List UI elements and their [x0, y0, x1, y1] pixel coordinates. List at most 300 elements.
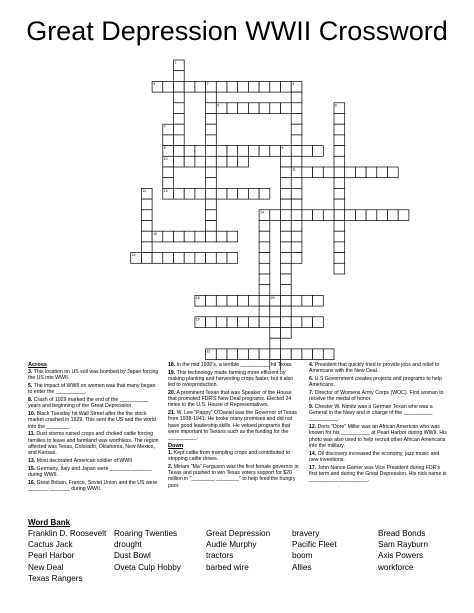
- grid-cell[interactable]: [216, 231, 227, 242]
- grid-cell[interactable]: [216, 317, 227, 328]
- grid-cell[interactable]: [281, 231, 292, 242]
- grid-cell[interactable]: [313, 167, 324, 178]
- word-bank-item: Oveta Culp Hobby: [114, 562, 181, 572]
- grid-cell[interactable]: [291, 135, 302, 146]
- grid-cell[interactable]: [206, 114, 217, 125]
- grid-number: 14: [260, 210, 264, 215]
- grid-cell[interactable]: [206, 124, 217, 135]
- grid-cell[interactable]: [302, 317, 313, 328]
- grid-cell[interactable]: [195, 253, 206, 264]
- grid-cell[interactable]: [281, 285, 292, 296]
- grid-cell[interactable]: [377, 210, 388, 221]
- grid-cell[interactable]: [291, 231, 302, 242]
- grid-cell[interactable]: [334, 114, 345, 125]
- clue-number: 10.: [28, 411, 36, 418]
- word-bank-item: New Deal: [28, 562, 64, 572]
- grid-cell[interactable]: [216, 81, 227, 92]
- grid-cell[interactable]: [259, 306, 270, 317]
- grid-cell[interactable]: [174, 71, 185, 82]
- grid-cell[interactable]: [270, 103, 281, 114]
- clue-number: 20.: [168, 390, 176, 396]
- clue-item: [28, 466, 160, 478]
- grid-cell[interactable]: [291, 242, 302, 253]
- grid-cell[interactable]: [152, 253, 163, 264]
- grid-cell[interactable]: [334, 167, 345, 178]
- clue-number: 17.: [309, 464, 317, 471]
- clue-item: [168, 390, 300, 409]
- grid-cell[interactable]: [163, 135, 174, 146]
- clue-number: 13.: [28, 457, 36, 464]
- grid-cell[interactable]: [227, 81, 238, 92]
- grid-cell[interactable]: [248, 103, 259, 114]
- grid-cell[interactable]: [377, 167, 388, 178]
- clue-column-3: [309, 362, 449, 485]
- grid-cell[interactable]: [281, 210, 292, 221]
- word-bank-item: tractors: [206, 551, 234, 561]
- grid-cell[interactable]: [184, 188, 195, 199]
- grid-cell[interactable]: [227, 295, 238, 306]
- grid-cell[interactable]: [334, 178, 345, 189]
- word-bank-list: [28, 529, 458, 584]
- word-bank-item: barbed wire: [206, 562, 249, 572]
- word-bank-item: Dust Bowl: [114, 551, 151, 561]
- grid-cell[interactable]: [184, 146, 195, 157]
- grid-cell[interactable]: [216, 349, 227, 360]
- grid-number: 10: [163, 156, 168, 161]
- grid-cell[interactable]: [195, 146, 206, 157]
- grid-cell[interactable]: [291, 349, 302, 360]
- clue-column-1: [28, 362, 160, 494]
- grid-cell[interactable]: [248, 146, 259, 157]
- word-bank-item: boom: [292, 551, 313, 561]
- word-bank-item: Cactus Jack: [28, 540, 73, 550]
- grid-cell[interactable]: [174, 231, 185, 242]
- grid-cell[interactable]: [334, 156, 345, 167]
- grid-cell[interactable]: [206, 188, 217, 199]
- clue-item: [168, 362, 300, 368]
- word-bank-item: Roaring Twenties: [114, 529, 178, 538]
- grid-cell[interactable]: [238, 103, 249, 114]
- grid-cell[interactable]: [238, 295, 249, 306]
- grid-cell[interactable]: [291, 221, 302, 232]
- clue-number: 12.: [309, 424, 317, 431]
- word-bank-item: drought: [114, 540, 142, 550]
- grid-cell[interactable]: [291, 210, 302, 221]
- grid-number: 2: [206, 82, 209, 86]
- grid-cell[interactable]: [248, 188, 259, 199]
- clue-number: 9.: [309, 404, 314, 410]
- grid-cell[interactable]: [216, 295, 227, 306]
- grid-cell[interactable]: [174, 114, 185, 125]
- clue-text: In the mid 1930's, a terrible __________ hit Texas.: [175, 362, 293, 368]
- grid-cell[interactable]: [227, 253, 238, 264]
- grid-cell[interactable]: [270, 317, 281, 328]
- grid-cell[interactable]: [281, 81, 295, 92]
- clue-number: 4.: [309, 362, 314, 368]
- word-bank: [28, 518, 458, 584]
- grid-cell[interactable]: [270, 349, 281, 360]
- grid-number: 18: [195, 296, 200, 300]
- grid-cell[interactable]: [163, 167, 174, 178]
- grid-cell[interactable]: [248, 81, 259, 92]
- grid-number: 7: [163, 124, 166, 129]
- grid-cell[interactable]: [195, 231, 206, 242]
- grid-cell[interactable]: [216, 156, 227, 167]
- grid-cell[interactable]: [248, 317, 259, 328]
- grid-cell[interactable]: [248, 295, 259, 306]
- grid-cell[interactable]: [184, 253, 195, 264]
- grid-cell[interactable]: [334, 135, 345, 146]
- grid-cell[interactable]: [398, 210, 409, 221]
- grid-cell[interactable]: [259, 231, 270, 242]
- clue-number: 11.: [28, 431, 35, 438]
- grid-cell[interactable]: [313, 146, 324, 157]
- grid-cell[interactable]: [270, 210, 281, 221]
- clue-item: [309, 465, 449, 484]
- clue-text: John Nance Garner was Vice President during FDR's first term and during the Great Depression. His nick name is __________ __________.: [309, 464, 447, 484]
- grid-cell[interactable]: [366, 167, 377, 178]
- grid-cell[interactable]: [302, 167, 313, 178]
- clue-number: 21.: [168, 410, 176, 417]
- grid-number: 12: [142, 189, 147, 193]
- grid-cell[interactable]: [334, 253, 345, 264]
- word-bank-item: Bread Bonds: [378, 529, 426, 538]
- grid-cell[interactable]: [291, 199, 302, 210]
- clue-number: 14.: [309, 450, 317, 457]
- grid-cell[interactable]: [174, 253, 185, 264]
- grid-cell[interactable]: [313, 349, 324, 360]
- grid-cell[interactable]: [141, 210, 152, 221]
- grid-cell[interactable]: [206, 221, 217, 232]
- grid-cell[interactable]: [334, 221, 345, 232]
- clue-text: Germany, Italy and Japan were _______ _______ during WWII.: [28, 465, 152, 478]
- grid-cell[interactable]: [323, 349, 334, 360]
- word-bank-item: Great Depression: [206, 529, 271, 538]
- grid-cell[interactable]: [259, 221, 270, 232]
- grid-cell[interactable]: [141, 221, 152, 232]
- grid-cell[interactable]: [227, 349, 238, 360]
- grid-cell[interactable]: [281, 242, 292, 253]
- clue-number: 18.: [168, 362, 176, 368]
- grid-number: 9: [281, 146, 284, 151]
- grid-cell[interactable]: [281, 188, 292, 199]
- grid-cell[interactable]: [195, 156, 206, 167]
- clue-heading: Across: [28, 362, 47, 368]
- grid-cell[interactable]: [281, 274, 292, 285]
- grid-cell[interactable]: [227, 231, 238, 242]
- grid-cell[interactable]: [206, 167, 217, 178]
- grid-number: 4: [292, 82, 295, 86]
- grid-number: 11: [292, 167, 296, 172]
- clue-item: [28, 397, 160, 409]
- clue-text: This technology made farming more efficient by making planting and harvesting crops faster, but it also led to overproduction.: [168, 369, 294, 389]
- grid-cell[interactable]: [291, 146, 302, 157]
- word-bank-item: Axis Powers: [378, 551, 424, 561]
- grid-cell[interactable]: [259, 263, 270, 274]
- grid-number: 1: [174, 60, 177, 65]
- grid-cell[interactable]: [270, 328, 281, 339]
- grid-cell[interactable]: [388, 210, 399, 221]
- clue-text: Crash of 1929 marked the end of the __________ years and beginning of the Great Depression.: [28, 397, 149, 410]
- clue-number: 3.: [28, 369, 33, 376]
- clue-text: Miriam "Ma" Ferguson was the first female governor in Texas and pushed to win Texas voters support for $20 million in "________ ________" to help feed the hungry poor.: [168, 464, 299, 489]
- grid-cell[interactable]: [281, 295, 292, 306]
- grid-cell[interactable]: [206, 295, 217, 306]
- grid-cell[interactable]: [291, 92, 302, 103]
- grid-cell[interactable]: [206, 253, 217, 264]
- grid-cell[interactable]: [366, 210, 377, 221]
- grid-cell[interactable]: [259, 81, 270, 92]
- clue-item: [309, 424, 449, 449]
- clue-number: 6.: [309, 376, 314, 382]
- clue-text: Kept cattle from trampling crops and contributed to stopping cattle drives.: [168, 450, 290, 463]
- grid-cell[interactable]: [141, 253, 152, 264]
- grid-cell[interactable]: [174, 146, 185, 157]
- grid-cell[interactable]: [291, 103, 302, 114]
- clue-item: [309, 404, 449, 423]
- grid-number: 20: [270, 296, 275, 300]
- grid-cell[interactable]: [206, 199, 217, 210]
- grid-cell[interactable]: [259, 146, 270, 157]
- grid-cell[interactable]: [206, 156, 217, 167]
- grid-cell[interactable]: [238, 349, 249, 360]
- word-bank-item: Sam Rayburn: [378, 540, 429, 550]
- grid-cell[interactable]: [334, 242, 345, 253]
- grid-cell[interactable]: [174, 92, 185, 103]
- grid-cell[interactable]: [248, 349, 259, 360]
- grid-cell[interactable]: [291, 295, 302, 306]
- grid-cell[interactable]: [184, 156, 195, 167]
- grid-number: 15: [153, 231, 157, 236]
- grid-cell[interactable]: [238, 317, 249, 328]
- grid-cell[interactable]: [281, 199, 292, 210]
- grid-number: 3: [153, 82, 155, 86]
- clue-number: 8.: [28, 397, 33, 404]
- word-bank-item: Franklin D. Roosevelt: [28, 529, 107, 538]
- page-title: Great Depression WWII Crossword: [26, 16, 448, 46]
- clue-text: The impact of WWII on women was that many began to enter the __________.: [28, 383, 156, 396]
- grid-cell[interactable]: [259, 317, 270, 328]
- grid-cell[interactable]: [174, 103, 185, 114]
- clue-item: [28, 458, 160, 464]
- grid-cell[interactable]: [355, 210, 366, 221]
- clue-item: [168, 450, 300, 462]
- grid-cell[interactable]: [302, 295, 313, 306]
- grid-cell[interactable]: [345, 167, 356, 178]
- grid-cell[interactable]: [281, 349, 292, 360]
- grid-number: 5: [217, 103, 220, 108]
- clue-number: 2.: [168, 464, 173, 471]
- grid-cell[interactable]: [388, 167, 399, 178]
- grid-cell[interactable]: [174, 124, 185, 135]
- clue-text: U.S Government creates projects and programs to help Americans.: [309, 376, 442, 389]
- clue-number: 19.: [168, 369, 176, 376]
- grid-cell[interactable]: [141, 242, 152, 253]
- clue-item: [309, 362, 449, 374]
- grid-cell[interactable]: [323, 210, 334, 221]
- clue-item: [28, 411, 160, 430]
- grid-cell[interactable]: [291, 253, 302, 264]
- grid-cell[interactable]: [184, 231, 195, 242]
- grid-cell[interactable]: [281, 253, 292, 264]
- grid-cell[interactable]: [334, 210, 345, 221]
- grid-cell[interactable]: [355, 167, 366, 178]
- grid-cell[interactable]: [227, 317, 238, 328]
- grid-cell[interactable]: [259, 274, 270, 285]
- grid-number: 8: [163, 146, 166, 151]
- grid-cell[interactable]: [195, 81, 206, 92]
- grid-cell[interactable]: [163, 81, 174, 92]
- word-bank-item: Allies: [292, 562, 312, 572]
- grid-cell[interactable]: [206, 231, 217, 242]
- grid-cell[interactable]: [302, 210, 313, 221]
- grid-cell[interactable]: [227, 146, 238, 157]
- grid-cell[interactable]: [302, 349, 313, 360]
- grid-cell[interactable]: [281, 306, 292, 317]
- grid-cell[interactable]: [227, 156, 238, 167]
- clue-item: [28, 480, 160, 492]
- grid-cell[interactable]: [281, 167, 292, 178]
- clue-item: [28, 383, 160, 395]
- clue-number: 16.: [28, 479, 36, 486]
- grid-cell[interactable]: [206, 135, 217, 146]
- clue-number: 15.: [28, 465, 36, 472]
- clue-number: 7.: [309, 390, 314, 396]
- grid-cell[interactable]: [206, 178, 217, 189]
- grid-cell[interactable]: [334, 263, 345, 274]
- grid-number: 6: [335, 103, 337, 108]
- grid-cell[interactable]: [334, 124, 345, 135]
- clue-text: Oil discovery increased the economy, jazz music and new inventions.: [309, 450, 440, 463]
- grid-cell[interactable]: [206, 146, 217, 157]
- grid-cell[interactable]: [174, 81, 185, 92]
- grid-cell[interactable]: [174, 156, 185, 167]
- grid-cell[interactable]: [174, 135, 185, 146]
- grid-cell[interactable]: [313, 317, 324, 328]
- grid-cell[interactable]: [270, 338, 281, 349]
- grid-cell[interactable]: [323, 167, 334, 178]
- grid-cell[interactable]: [206, 210, 217, 221]
- word-bank-title: Word Bank: [28, 518, 71, 527]
- clue-number: 5.: [28, 383, 33, 390]
- grid-cell[interactable]: [345, 210, 356, 221]
- grid-cell[interactable]: [216, 188, 227, 199]
- grid-cell[interactable]: [334, 188, 345, 199]
- grid-cell[interactable]: [259, 253, 270, 264]
- grid-cell[interactable]: [238, 146, 249, 157]
- grid-cell[interactable]: [270, 81, 281, 92]
- grid-cell[interactable]: [238, 81, 249, 92]
- grid-cell[interactable]: [238, 156, 249, 167]
- word-bank-item: Pacific Fleet: [292, 540, 337, 550]
- grid-cell[interactable]: [281, 221, 292, 232]
- grid-cell[interactable]: [259, 242, 270, 253]
- clue-item: [168, 410, 300, 441]
- grid-cell[interactable]: [291, 124, 302, 135]
- grid-number: 16: [131, 253, 136, 258]
- grid-cell[interactable]: [141, 199, 152, 210]
- grid-cell[interactable]: [281, 156, 292, 167]
- clue-text: President that quickly tried to provide jobs and relief to Americans with the New Deal.: [309, 362, 440, 375]
- grid-cell[interactable]: [206, 92, 217, 103]
- clue-heading: Down: [168, 442, 184, 449]
- grid-cell[interactable]: [259, 188, 270, 199]
- grid-cell[interactable]: [184, 81, 195, 92]
- grid-cell[interactable]: [206, 317, 217, 328]
- clue-item: [168, 464, 300, 489]
- grid-cell[interactable]: [334, 146, 345, 157]
- grid-cell[interactable]: [291, 188, 302, 199]
- grid-cell[interactable]: [281, 178, 292, 189]
- clue-number: 1.: [168, 450, 173, 457]
- word-bank-item: workforce: [378, 562, 414, 572]
- clue-item: [168, 370, 300, 389]
- grid-cell[interactable]: [141, 231, 152, 242]
- clue-text: A prominent Texan that was Speaker of the House that promoted FDR'S New Deal programs. Elected 24 times to the U.S. House of Representatives.: [168, 390, 292, 409]
- grid-cell[interactable]: [216, 253, 227, 264]
- grid-cell[interactable]: [313, 295, 324, 306]
- grid-cell[interactable]: [195, 188, 206, 199]
- word-bank-item: Audie Murphy: [206, 540, 257, 550]
- grid-cell[interactable]: [259, 349, 270, 360]
- grid-cell[interactable]: [291, 156, 302, 167]
- grid-cell[interactable]: [174, 188, 185, 199]
- word-bank-item: Pearl Harbor: [28, 551, 75, 561]
- grid-cell[interactable]: [281, 103, 292, 114]
- grid-cell[interactable]: [270, 306, 281, 317]
- grid-cell[interactable]: [281, 263, 292, 274]
- clue-text: Chester W. Nimitz was a German Texan who was a General in the Navy and in charge of the __________ __________.: [309, 404, 433, 423]
- grid-cell[interactable]: [291, 178, 302, 189]
- grid-cell[interactable]: [334, 199, 345, 210]
- grid-cell[interactable]: [281, 328, 292, 339]
- clue-text: Most decorated American soldier of WWII: [35, 457, 133, 464]
- grid-cell[interactable]: [259, 285, 270, 296]
- grid-cell[interactable]: [163, 253, 174, 264]
- grid-cell[interactable]: [302, 146, 313, 157]
- clue-text: Black Tuesday hit Wall Street after the the stock market crashed in 1929. This sent the US and the world into the ________.: [28, 411, 156, 430]
- grid-cell[interactable]: [216, 146, 227, 157]
- grid-cell[interactable]: [227, 103, 238, 114]
- clue-text: Doris "Dore" Miller was an African American who was known for his __________ at Pearl Harbor during WWII. His photo was also used to help recruit other African Americans into the military.: [309, 424, 447, 449]
- clue-item: [309, 390, 449, 402]
- grid-number: 21: [206, 349, 211, 354]
- grid-cell[interactable]: [334, 231, 345, 242]
- clue-text: Director of Womens Army Corps (WOC). First woman to receive the medal of honor.: [309, 390, 444, 403]
- grid-number: 13: [163, 189, 168, 193]
- grid-cell[interactable]: [227, 188, 238, 199]
- clue-text: W. Lee "Pappy" O'Daniel was the Governor of Texas from 1938-1941. He broke many promises and did not have good leadership skills. He vetoed programs that were important to Texans such as the funding for the __________.: [168, 410, 297, 442]
- clue-text: Great Britain, France, Soviet Union and the US were _______ _______ during WWII.: [28, 479, 158, 492]
- clue-text: This location on US soil was bombed by Japan forcing the US into WWII.: [28, 369, 159, 382]
- grid-cell[interactable]: [259, 103, 270, 114]
- word-bank-item: bravery: [292, 529, 320, 538]
- grid-cell[interactable]: [291, 317, 302, 328]
- grid-cell[interactable]: [206, 103, 220, 114]
- clue-column-2: [168, 362, 300, 490]
- grid-cell[interactable]: [270, 146, 281, 157]
- grid-cell[interactable]: [259, 295, 270, 306]
- grid-cell[interactable]: [163, 178, 174, 189]
- grid-cell[interactable]: [291, 114, 302, 125]
- grid-cell[interactable]: [163, 231, 174, 242]
- grid-cell[interactable]: [238, 188, 249, 199]
- grid-cell[interactable]: [313, 210, 324, 221]
- clue-item: [309, 376, 449, 388]
- grid-cell[interactable]: [281, 317, 292, 328]
- grid-number: 19: [195, 317, 200, 322]
- clue-item: [28, 369, 160, 381]
